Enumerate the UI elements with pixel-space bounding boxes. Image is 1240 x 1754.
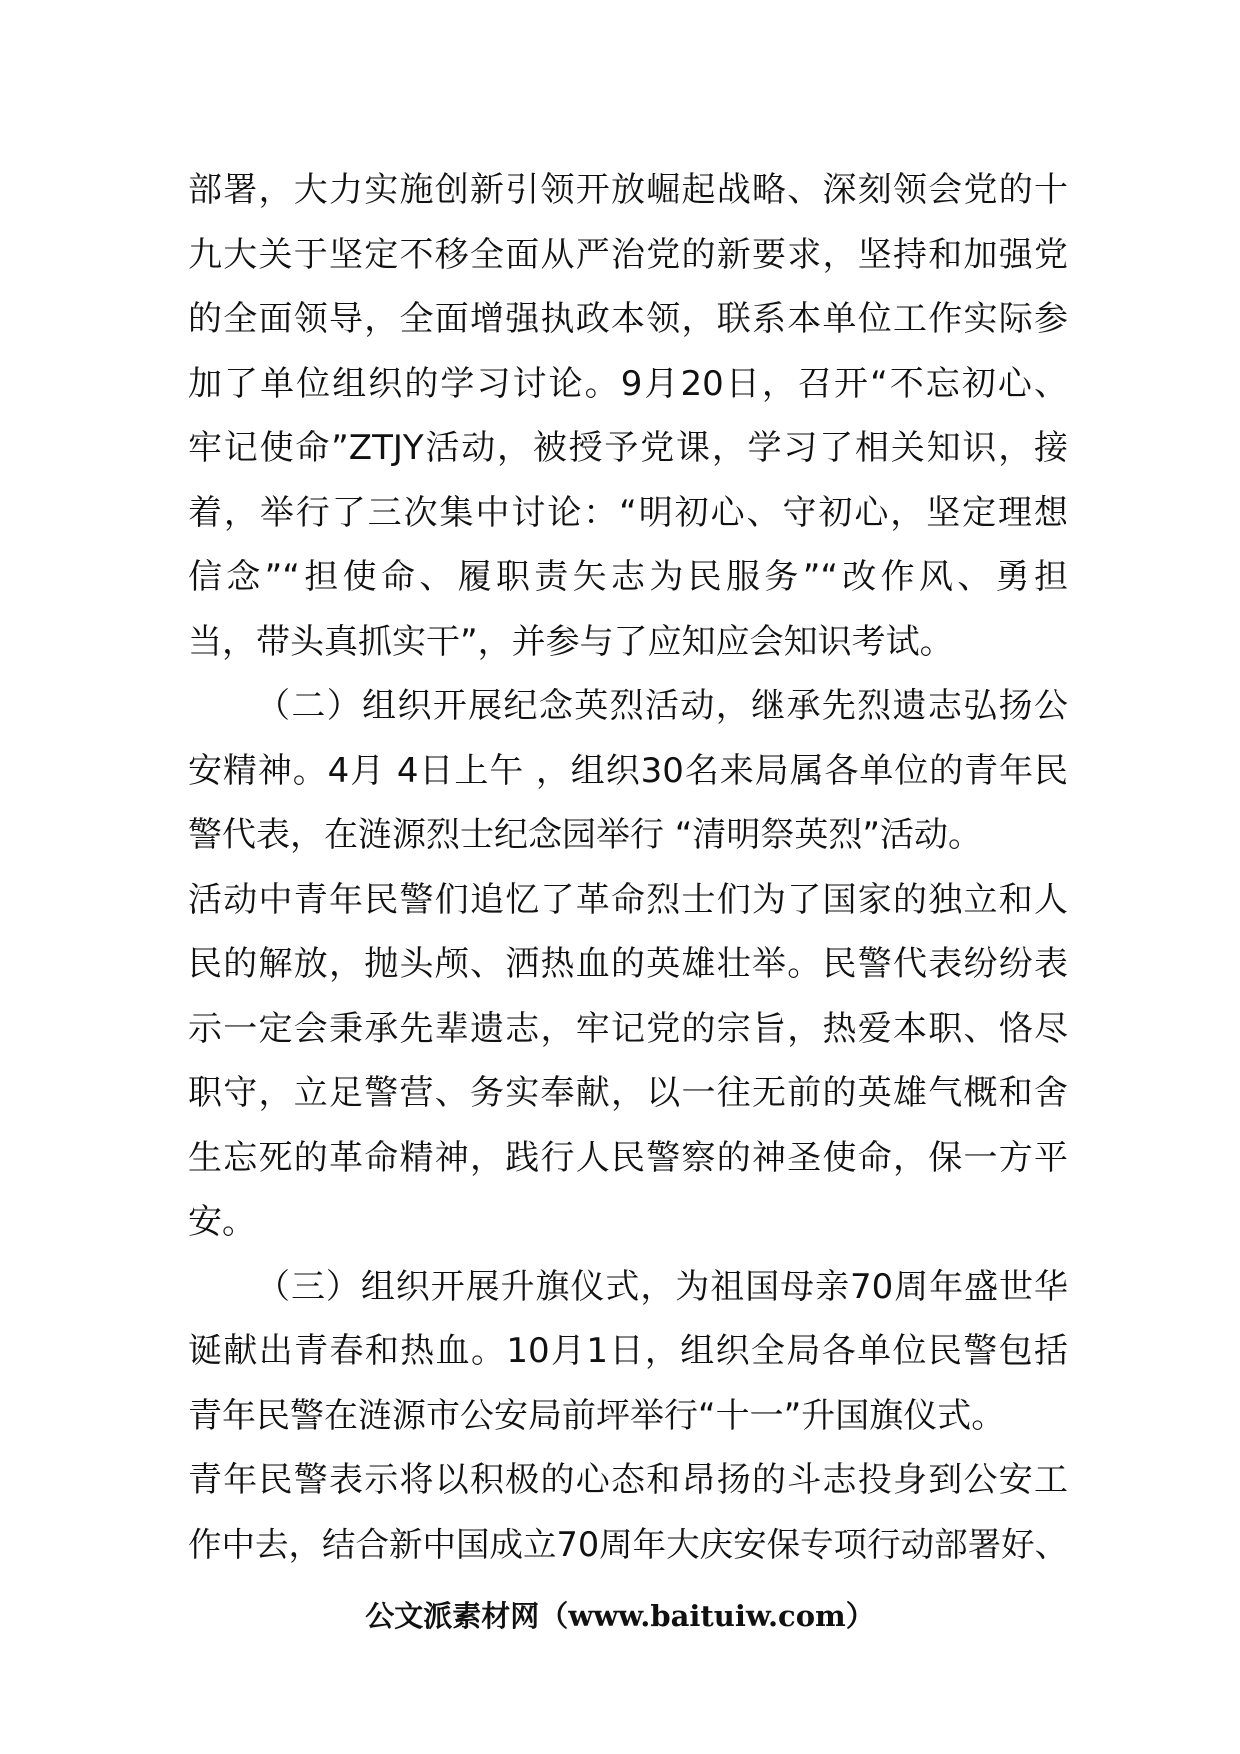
text-line: 当，带头真抓实干”，并参与了应知应会知识考试。 xyxy=(188,621,954,662)
text-line: 着，举行了三次集中讨论：“明初心、守初心，坚定理想 xyxy=(188,492,1068,533)
text-line: 生忘死的革命精神，践行人民警察的神圣使命，保一方平 xyxy=(188,1137,1068,1178)
text-line: 九大关于坚定不移全面从严治党的新要求，坚持和加强党 xyxy=(188,234,1068,275)
footer-watermark: 公文派素材网（www.baituiw.com） xyxy=(365,1599,875,1633)
text-line: 作中去，结合新中国成立70周年大庆安保专项行动部署好、 xyxy=(188,1524,1069,1564)
text-line: 青年民警在涟源市公安局前坪举行“十一”升国旗仪式。 xyxy=(188,1395,1006,1436)
text-line: 安。 xyxy=(188,1202,256,1242)
text-line: 加了单位组织的学习讨论。9月20日，召开“不忘初心、 xyxy=(188,363,1068,404)
text-line: 民的解放，抛头颅、洒热血的英雄壮举。民警代表纷纷表 xyxy=(188,944,1068,984)
text-line: （二）组织开展纪念英烈活动，继承先烈遗志弘扬公 xyxy=(256,686,1068,726)
text-line: 诞献出青春和热血。10月1日，组织全局各单位民警包括 xyxy=(188,1331,1068,1371)
text-line: 青年民警表示将以积极的心态和昂扬的斗志投身到公安工 xyxy=(188,1460,1068,1500)
text-line: 警代表，在涟源烈士纪念园举行 “清明祭英烈”活动。 xyxy=(188,815,983,855)
text-line: 信念”“担使命、履职责矢志为民服务”“改作风、勇担 xyxy=(188,557,1068,597)
text-line: （三）组织开展升旗仪式，为祖国母亲70周年盛世华 xyxy=(256,1266,1068,1307)
text-line: 牢记使命”ZTJY活动，被授予党课，学习了相关知识，接 xyxy=(188,428,1068,468)
text-line: 部署，大力实施创新引领开放崛起战略、深刻领会党的十 xyxy=(188,170,1068,210)
text-line: 职守，立足警营、务实奉献，以一往无前的英雄气概和舍 xyxy=(188,1073,1068,1113)
body-text xyxy=(188,158,1068,1577)
text-line: 安精神。4月 4日上午 ，组织30名来局属各单位的青年民 xyxy=(188,750,1068,791)
text-line: 活动中青年民警们追忆了革命烈士们为了国家的独立和人 xyxy=(188,879,1068,920)
text-line: 示一定会秉承先辈遗志，牢记党的宗旨，热爱本职、恪尽 xyxy=(188,1008,1068,1049)
text-line: 的全面领导，全面增强执政本领，联系本单位工作实际参 xyxy=(188,299,1068,339)
